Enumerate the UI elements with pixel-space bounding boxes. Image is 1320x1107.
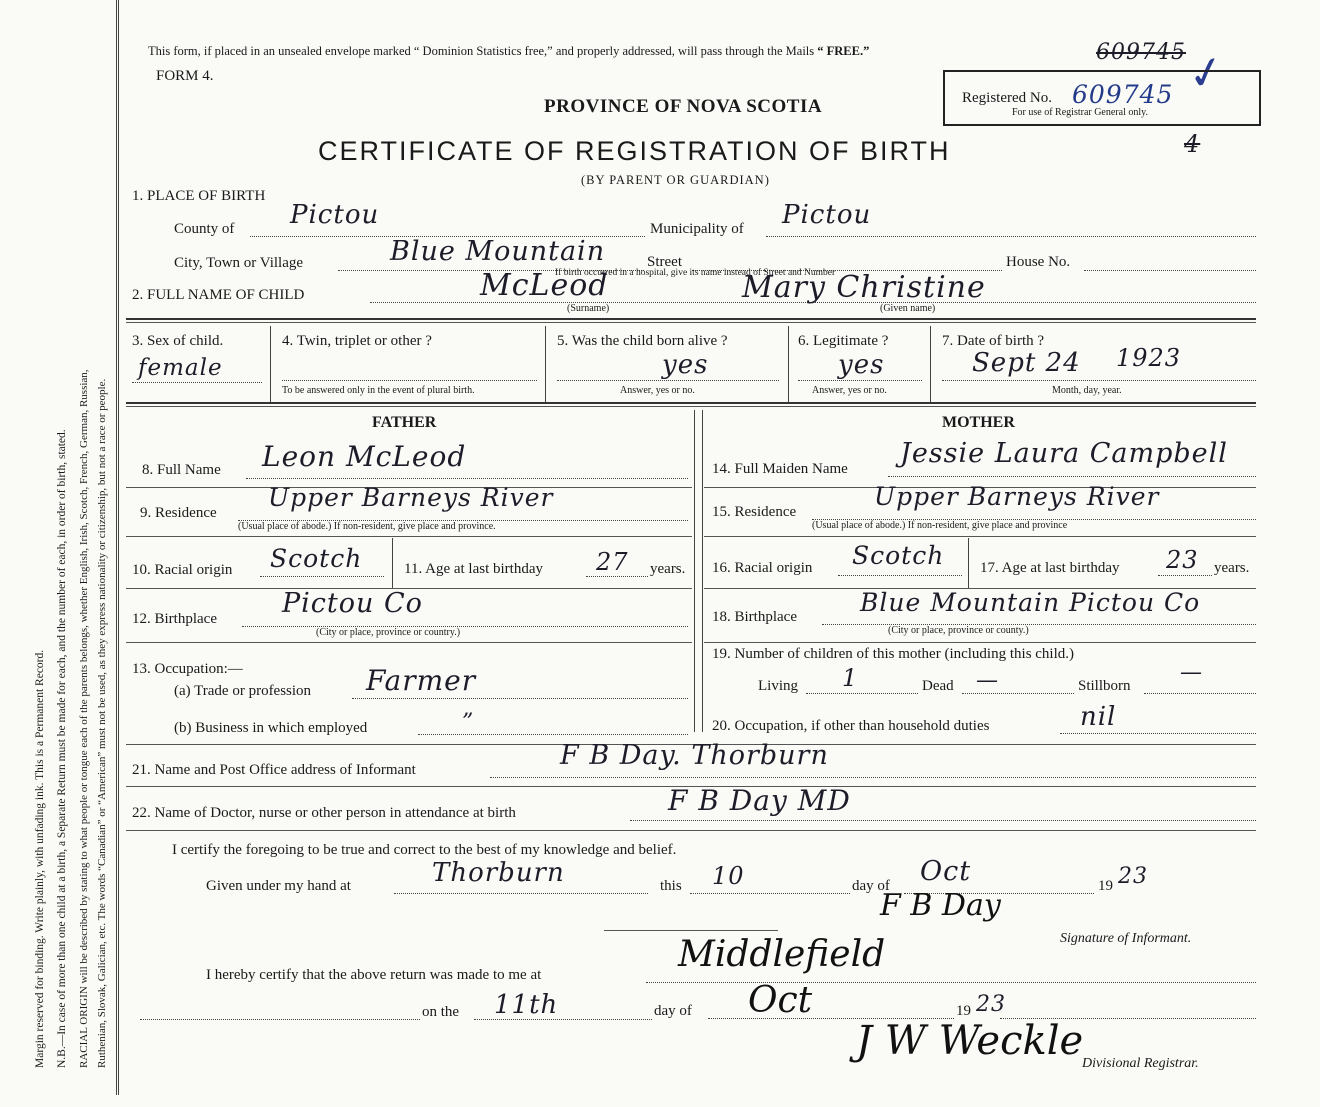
surname-caption: (Surname) [567, 303, 610, 314]
mother-birthplace-label: 18. Birthplace [712, 609, 797, 625]
twin-label: 4. Twin, triplet or other ? [282, 333, 432, 349]
registrar-signature: J W Weckle [856, 1018, 1084, 1064]
place-of-birth-heading: 1. PLACE OF BIRTH [132, 188, 266, 204]
father-residence-label: 9. Residence [140, 505, 217, 521]
living-label: Living [758, 678, 798, 694]
this-label: this [660, 878, 682, 894]
hospital-note: If birth occurred in a hospital, give its name instead of Street and Number [555, 268, 836, 278]
mother-race-value: Scotch [852, 541, 945, 570]
form-number: FORM 4. [156, 68, 214, 84]
certificate-subtitle: (BY PARENT OR GUARDIAN) [581, 173, 770, 187]
check-mark-icon: ✓ [1183, 45, 1230, 102]
corner-mark: 4 [1184, 130, 1201, 158]
mother-occupation-value: nil [1080, 702, 1117, 732]
given-month-value: Oct [920, 856, 972, 887]
legitimate-value: yes [838, 350, 885, 380]
mother-race-label: 16. Racial origin [712, 560, 813, 576]
living-value: 1 [842, 664, 859, 692]
registrar-year-value: 23 [976, 992, 1006, 1017]
municipality-label: Municipality of [650, 221, 744, 237]
province-heading: PROVINCE OF NOVA SCOTIA [544, 96, 823, 117]
child-surname: McLeod [480, 268, 609, 303]
dob-value: Sept 24 [972, 348, 1081, 378]
dob-year: 1923 [1116, 344, 1182, 372]
registrar-signature-label: Divisional Registrar. [1082, 1056, 1199, 1071]
registered-number: 609745 [1072, 80, 1174, 109]
father-birthplace-caption: (City or place, province or country.) [316, 627, 461, 638]
stillborn-value: — [1180, 660, 1203, 685]
municipality-value: Pictou [782, 200, 872, 230]
given-day-value: 10 [712, 862, 745, 890]
child-given-name: Mary Christine [742, 270, 986, 305]
informant-value: F B Day. Thorburn [560, 740, 829, 771]
mother-residence-label: 15. Residence [712, 504, 797, 520]
given-under-label: Given under my hand at [206, 878, 351, 894]
registrar-only-note: For use of Registrar General only. [1012, 107, 1148, 118]
margin-racial-note-1: RACIAL ORIGIN will be described by stating to what people or tongue each of the parents belongs, whether English, Irish, Scotch, French, German, Russian, [78, 369, 90, 1068]
city-label: City, Town or Village [174, 255, 304, 271]
given-name-caption: (Given name) [880, 303, 936, 314]
doctor-label: 22. Name of Doctor, nurse or other person in attendance at birth [132, 805, 516, 821]
mail-notice: This form, if placed in an unsealed envelope marked “ Dominion Statistics free,” and properly addressed, will pass through the Mails “ FREE.” [148, 44, 870, 58]
legitimate-caption: Answer, yes or no. [812, 385, 887, 396]
born-alive-value: yes [662, 350, 709, 380]
registrar-statement: I hereby certify that the above return was made to me at [206, 967, 542, 983]
given-year-value: 23 [1118, 864, 1148, 889]
informant-signature-label: Signature of Informant. [1060, 931, 1192, 946]
stillborn-label: Stillborn [1078, 678, 1131, 694]
binding-rule [116, 0, 119, 1095]
mother-birthplace-caption: (City or place, province or county.) [888, 625, 1029, 636]
dead-label: Dead [922, 678, 954, 694]
twin-note: To be answered only in the event of plural birth. [282, 385, 475, 396]
mother-name-value: Jessie Laura Campbell [900, 438, 1228, 469]
mother-age-label: 17. Age at last birthday [980, 560, 1120, 576]
father-race-label: 10. Racial origin [132, 562, 233, 578]
certificate-title: CERTIFICATE OF REGISTRATION OF BIRTH [318, 136, 951, 166]
mother-children-label: 19. Number of children of this mother (including this child.) [712, 646, 1075, 662]
given-day-of-label: day of [852, 878, 890, 894]
county-value: Pictou [290, 200, 380, 230]
margin-binding-note: Margin reserved for binding. Write plainly, with unfading ink. This is a Permanent Record. [34, 649, 46, 1068]
father-birthplace-value: Pictou Co [282, 588, 423, 619]
father-business-label: (b) Business in which employed [174, 720, 368, 736]
county-label: County of [174, 221, 235, 237]
child-name-label: 2. FULL NAME OF CHILD [132, 287, 305, 303]
house-no-label: House No. [1006, 254, 1071, 270]
margin-nb-note: N.B.—In case of more than one child at a birth, a Separate Return must be made for each, and the number of each, in order of birth, stated. [56, 429, 68, 1068]
father-race-value: Scotch [270, 544, 363, 573]
registrar-place-value: Middlefield [678, 934, 886, 975]
father-name-value: Leon McLeod [262, 440, 467, 473]
born-alive-caption: Answer, yes or no. [620, 385, 695, 396]
legitimate-label: 6. Legitimate ? [798, 333, 889, 349]
registrar-day-value: 11th [494, 990, 559, 1020]
father-age-label: 11. Age at last birthday [404, 561, 543, 577]
father-age-value: 27 [596, 548, 629, 576]
mother-age-unit: years. [1214, 560, 1250, 576]
dob-label: 7. Date of birth ? [942, 333, 1045, 349]
struck-registration-number: 609745 [1096, 40, 1186, 65]
father-birthplace-label: 12. Birthplace [132, 611, 217, 627]
father-residence-caption: (Usual place of abode.) If non-resident, give place and province. [238, 521, 496, 532]
dead-value: — [976, 668, 999, 693]
dob-caption: Month, day, year. [1052, 385, 1122, 396]
registered-label: Registered No. [962, 90, 1052, 106]
certify-statement: I certify the foregoing to be true and correct to the best of my knowledge and belief. [172, 842, 677, 858]
father-trade-value: Farmer [366, 664, 477, 697]
mother-residence-value: Upper Barneys River [874, 482, 1160, 511]
city-value: Blue Mountain [390, 236, 606, 267]
father-heading: FATHER [372, 414, 437, 431]
given-place-value: Thorburn [432, 858, 565, 888]
informant-label: 21. Name and Post Office address of Informant [132, 762, 416, 778]
sex-label: 3. Sex of child. [132, 333, 224, 349]
born-alive-label: 5. Was the child born alive ? [557, 333, 728, 349]
street-label: Street [647, 254, 682, 270]
margin-racial-note-2: Ruthenian, Slovak, Galician, etc. The words “Canadian” or “American” must not be used, as they express nationality or citizenship, but not a race or people. [96, 378, 108, 1068]
sex-value: female [138, 355, 223, 381]
registrar-month-value: Oct [748, 980, 813, 1021]
father-residence-value: Upper Barneys River [268, 483, 554, 512]
mother-age-value: 23 [1166, 546, 1199, 574]
father-trade-label: (a) Trade or profession [174, 683, 312, 699]
given-year-prefix: 19 [1098, 878, 1113, 894]
father-occupation-label: 13. Occupation:— [132, 661, 243, 677]
mother-name-label: 14. Full Maiden Name [712, 461, 848, 477]
father-business-value: ” [462, 710, 475, 735]
mother-heading: MOTHER [942, 414, 1015, 431]
doctor-value: F B Day MD [668, 784, 851, 817]
registrar-day-of-label: day of [654, 1003, 692, 1019]
registrar-year-prefix: 19 [956, 1003, 971, 1019]
mother-residence-caption: (Usual place of abode.) If non-resident, give place and province [812, 520, 1068, 531]
mother-birthplace-value: Blue Mountain Pictou Co [860, 588, 1201, 617]
father-name-label: 8. Full Name [142, 462, 221, 478]
mother-occupation-label: 20. Occupation, if other than household duties [712, 718, 990, 734]
father-age-unit: years. [650, 561, 686, 577]
informant-signature: F B Day [880, 888, 1001, 923]
registrar-on-label: on the [422, 1004, 460, 1020]
